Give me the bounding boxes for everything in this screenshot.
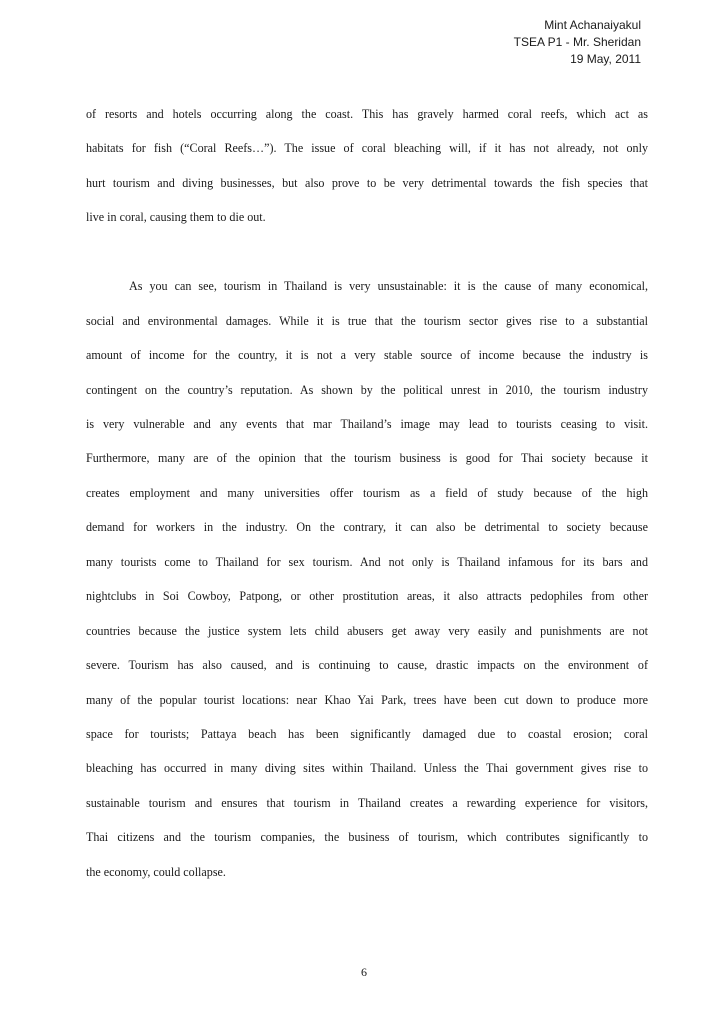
text-line: Thai citizens and the tourism companies, the business of tourism, which contributes significantly to — [86, 830, 648, 845]
text-line: many tourists come to Thailand for sex tourism. And not only is Thailand infamous for its bars and — [86, 554, 648, 569]
text-line: sustainable tourism and ensures that tourism in Thailand creates a rewarding experience for visitors, — [86, 795, 648, 810]
paragraph-spacer — [86, 235, 648, 270]
text-line: is very vulnerable and any events that mar Thailand’s image may lead to tourists ceasing to visit. — [86, 417, 648, 431]
text-line: contingent on the country’s reputation. As shown by the political unrest in 2010, the tourism industry — [86, 382, 648, 397]
document-body — [86, 97, 648, 889]
text-line: demand for workers in the industry. On the contrary, it can also be detrimental to society because — [86, 520, 648, 535]
page-number: 6 — [361, 965, 367, 979]
page-header — [514, 17, 641, 68]
text-line: Furthermore, many are of the opinion that the tourism business is good for Thai society because it — [86, 451, 648, 466]
text-line: many of the popular tourist locations: near Khao Yai Park, trees have been cut down to produce more — [86, 692, 648, 707]
text-line: creates employment and many universities offer tourism as a field of study because of the high — [86, 485, 648, 500]
paragraph-1 — [86, 97, 648, 235]
text-line: As you can see, tourism in Thailand is very unsustainable: it is the cause of many economical, — [129, 279, 648, 294]
text-line: hurt tourism and diving businesses, but also prove to be very detrimental towards the fish species that — [86, 175, 648, 190]
paragraph-2 — [86, 269, 648, 889]
document-date: 19 May, 2011 — [570, 52, 641, 66]
text-line: nightclubs in Soi Cowboy, Patpong, or other prostitution areas, it also attracts pedophiles from other — [86, 589, 648, 604]
author-name: Mint Achanaiyakul — [544, 18, 641, 32]
text-line: of resorts and hotels occurring along the coast. This has gravely harmed coral reefs, which act as — [86, 107, 648, 121]
course-name: TSEA P1 - Mr. Sheridan — [513, 35, 641, 49]
text-line: live in coral, causing them to die out. — [86, 210, 266, 225]
text-line: the economy, could collapse. — [86, 864, 226, 879]
text-line: space for tourists; Pattaya beach has been significantly damaged due to coastal erosion; coral — [86, 726, 648, 741]
text-line: bleaching has occurred in many diving sites within Thailand. Unless the Thai government gives rise to — [86, 761, 648, 776]
text-line: social and environmental damages. While it is true that the tourism sector gives rise to a substantial — [86, 313, 648, 328]
text-line: severe. Tourism has also caused, and is continuing to cause, drastic impacts on the environment of — [86, 658, 648, 673]
text-line: countries because the justice system lets child abusers get away very easily and punishments are not — [86, 623, 648, 638]
text-line: amount of income for the country, it is not a very stable source of income because the industry is — [86, 348, 648, 363]
text-line: habitats for fish (“Coral Reefs…”). The issue of coral bleaching will, if it has not already, not only — [86, 141, 648, 156]
